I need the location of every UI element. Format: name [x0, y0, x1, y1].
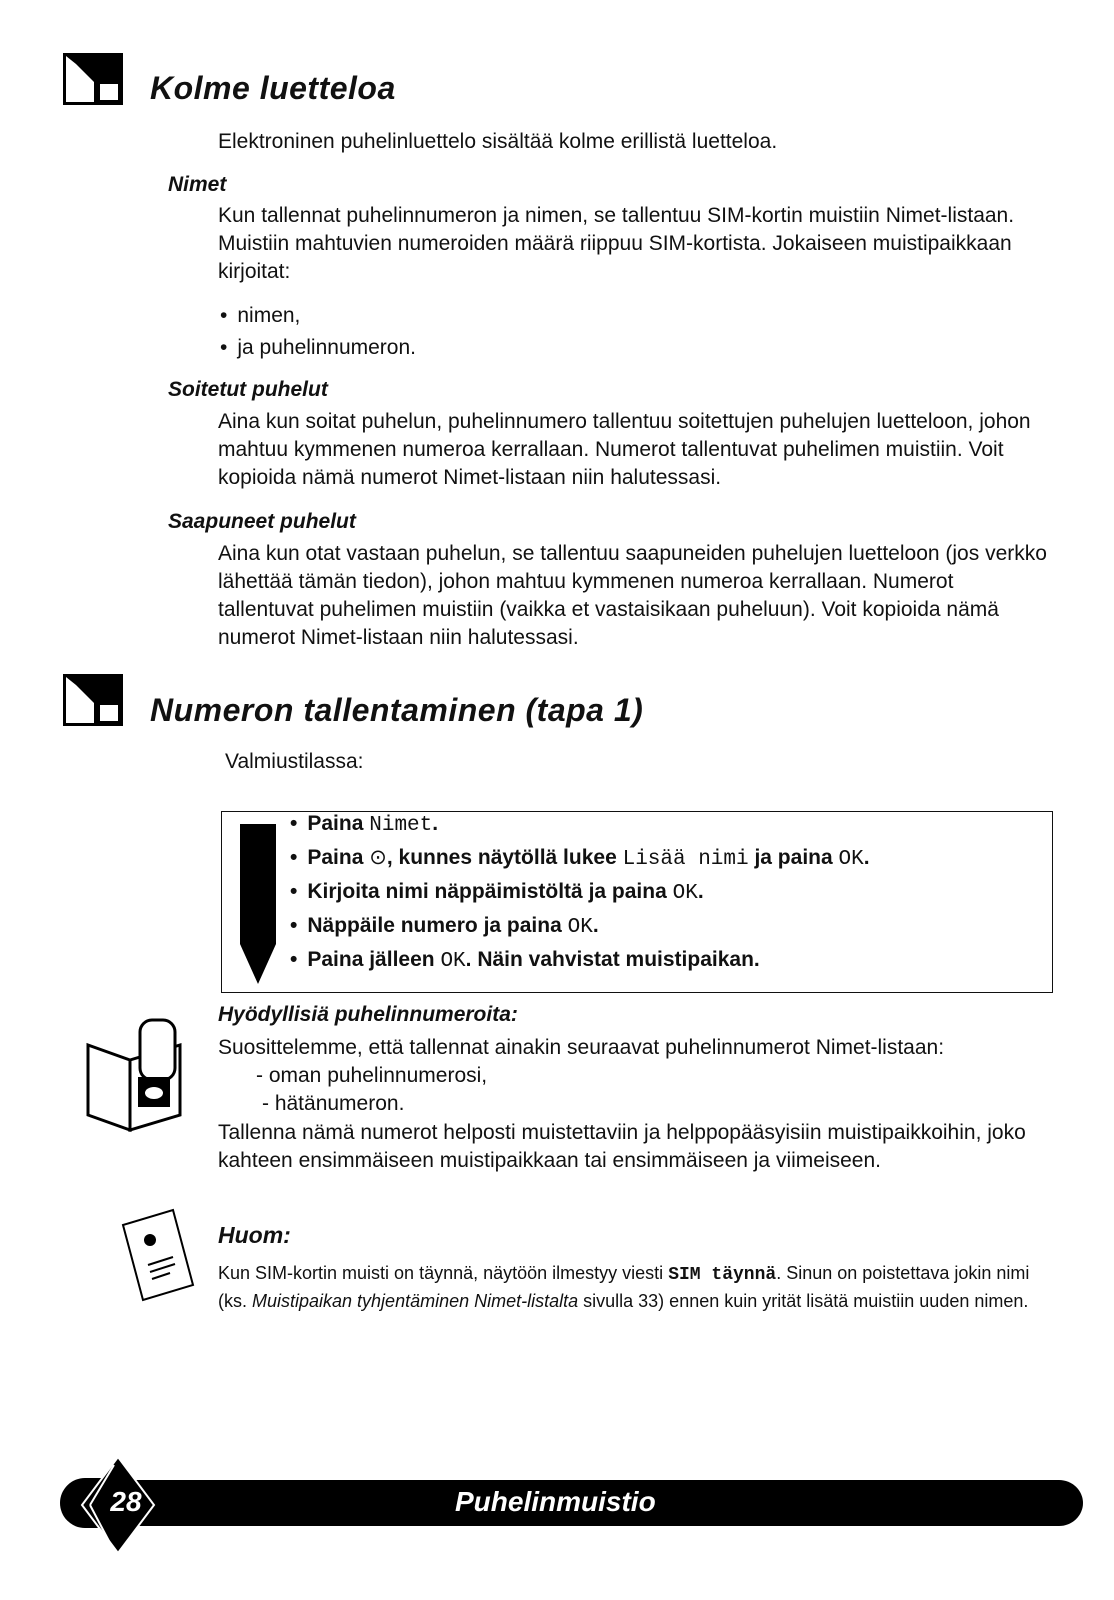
down-arrow-icon	[238, 824, 278, 984]
scroll-down-key-icon: ⊙	[369, 846, 387, 869]
nimet-bullets	[220, 300, 416, 364]
nimet-text: Kun tallennat puhelinnumeron ja nimen, se tallentuu SIM-kortin muistiin Nimet-listaan. Muistiin mahtuvien numeroiden määrä riippuu SIM-kortista. Jokaiseen muistipaikkaan kirjoitat:	[218, 204, 1015, 283]
list-item: • ja puhelinnumeron.	[220, 332, 416, 364]
saapuneet-text: Aina kun otat vastaan puhelun, se tallentuu saapuneiden puhelujen luetteloon (jos verkko lähettää tämän tiedon), johon mahtuu kymmenen numeroa kerrallaan. Numerot tallentuvat puhelimen muistiin (vaikka et vastaisikaan puheluun). Voit kopioida nämä numerot Nimet-listaan niin halutessasi.	[218, 542, 1047, 649]
list-item: • nimen,	[220, 300, 416, 332]
section-marker-icon	[62, 673, 124, 727]
list-item: - oman puhelinnumerosi,	[256, 1064, 488, 1087]
list-item: - hätänumeron.	[262, 1092, 405, 1115]
tip-text: Suosittelemme, että tallennat ainakin seuraavat puhelinnumerot Nimet-listaan:	[218, 1036, 945, 1059]
intro-text: Valmiustilassa:	[225, 750, 364, 773]
step-item: • Paina ⊙, kunnes näytöllä lukee Lisää nimi ja paina OK.	[290, 842, 870, 876]
subheading-soitetut: Soitetut puhelut	[168, 378, 328, 401]
note-paper-icon	[118, 1205, 198, 1305]
subheading-saapuneet: Saapuneet puhelut	[168, 510, 356, 533]
soitetut-text: Aina kun soitat puhelun, puhelinnumero tallentuu soitettujen puhelujen luetteloon, johon mahtuu kymmenen numeroa kerrallaan. Numerot tallentuvat puhelimen muistiin. Voit kopioida nämä numerot Nimet-listaan niin halutessasi.	[218, 410, 1031, 489]
phonebook-icon	[80, 1005, 190, 1135]
step-item: • Kirjoita nimi näppäimistöltä ja paina OK.	[290, 876, 870, 910]
tip-heading: Hyödyllisiä puhelinnumeroita:	[218, 1003, 518, 1026]
intro-text: Elektroninen puhelinluettelo sisältää kolme erillistä luetteloa.	[218, 130, 778, 153]
step-item: • Paina jälleen OK. Näin vahvistat muistipaikan.	[290, 944, 870, 978]
step-list	[290, 808, 870, 978]
note-heading: Huom:	[218, 1222, 291, 1248]
page-number: 28	[110, 1486, 142, 1517]
section-title: Numeron tallentaminen (tapa 1)	[150, 692, 644, 728]
step-item: • Näppäile numero ja paina OK.	[290, 910, 870, 944]
note-text: Kun SIM-kortin muisti on täynnä, näytöön ilmestyy viesti SIM täynnä. Sinun on poistettava jokin nimi (ks. Muistipaikan tyhjentäminen Nimet-listalta sivulla 33) ennen kuin yrität lisätä muistiin uuden nimen.	[218, 1263, 1030, 1311]
step-item: • Paina Nimet.	[290, 808, 870, 842]
subheading-nimet: Nimet	[168, 173, 227, 196]
chapter-title: Puhelinmuistio	[455, 1486, 656, 1517]
tip-text: Tallenna nämä numerot helposti muistettaviin ja helppopääsyisiin muistipaikkoihin, joko kahteen ensimmäiseen muistipaikkaan tai ensimmäiseen ja viimeiseen.	[218, 1121, 1026, 1172]
section-title: Kolme luetteloa	[150, 70, 396, 106]
section-marker-icon	[62, 52, 124, 106]
instruction-box	[221, 811, 1053, 993]
